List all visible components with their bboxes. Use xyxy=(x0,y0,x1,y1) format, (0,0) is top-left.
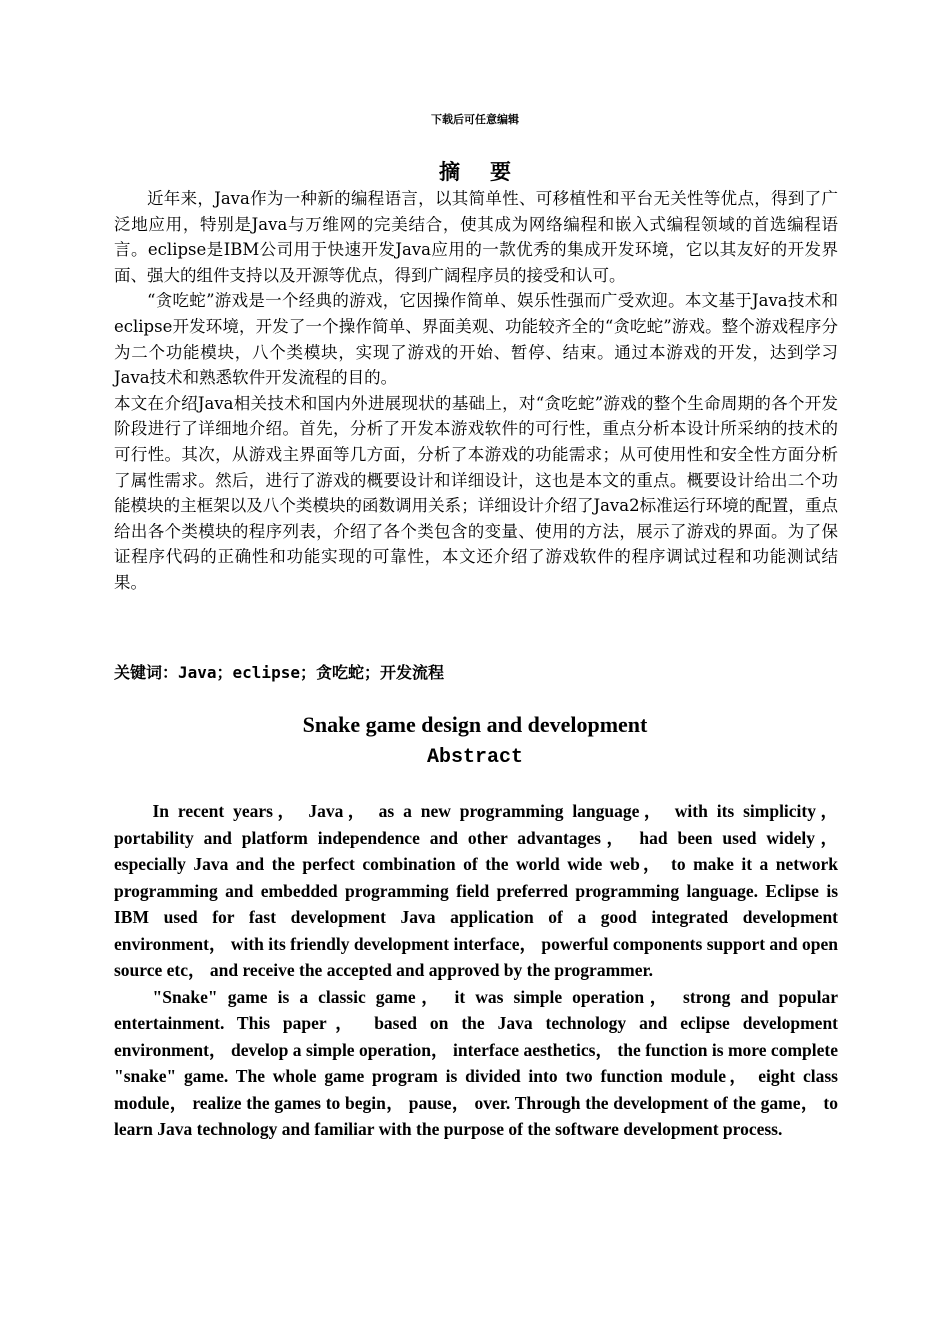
english-abstract-body xyxy=(114,798,838,1143)
english-title: Snake game design and development xyxy=(302,712,648,737)
chinese-abstract-body xyxy=(114,186,838,596)
english-paragraph-2: "Snake" game is a classic game， it was simple operation， strong and popular entertainment. This paper， based on the Java technology and eclipse development environment， develop a simple operation， interface aesthetics， the function is more complete "snake" game. The whole game program is divided into two function module， eight class module， realize the games to begin， pause， over. Through the development of the game， to learn Java technology and familiar with the purpose of the software development process. xyxy=(114,986,838,1139)
english-abstract-heading: Abstract xyxy=(426,746,523,769)
keywords-line: 关键词：Java；eclipse；贪吃蛇；开发流程 xyxy=(114,663,444,682)
chinese-paragraph-3: 本文在介绍Java相关技术和国内外进展现状的基础上，对“贪吃蛇”游戏的整个生命周期的各个开发阶段进行了详细地介绍。首先，分析了开发本游戏软件的可行性，重点分析本设计所采纳的技术的可行性。其次，从游戏主界面等几方面，分析了本游戏的功能需求；从可使用性和安全性方面分析了属性需求。然后，进行了游戏的概要设计和详细设计，这也是本文的重点。概要设计给出二个功能模块的主框架以及八个类模块的函数调用关系；详细设计介绍了Java2标准运行环境的配置，重点给出各个类模块的程序列表，介绍了各个类包含的变量、使用的方法，展示了游戏的界面。为了保证程序代码的正确性和功能实现的可靠性，本文还介绍了游戏软件的程序调试过程和功能测试结果。 xyxy=(114,393,838,592)
chinese-paragraph-1: 近年来，Java作为一种新的编程语言，以其简单性、可移植性和平台无关性等优点，得到了广泛地应用，特别是Java与万维网的完美结合，使其成为网络编程和嵌入式编程领域的首选编程语言。eclipse是IBM公司用于快速开发Java应用的一款优秀的集成开发环境，它以其友好的开发界面、强大的组件支持以及开源等优点，得到广阔程序员的接受和认可。 xyxy=(114,189,838,285)
english-paragraph-1: In recent years， Java， as a new programming language， with its simplicity， portability and platform independence and other advantages， had been used widely， especially Java and the perfect combination of the world wide web， to make it a network programming and embedded programming field preferred programming language. Eclipse is IBM used for fast development Java application of a good integrated development environment， with its friendly development interface， powerful components support and open source etc， and receive the accepted and approved by the programmer. xyxy=(114,801,838,980)
chinese-paragraph-2: “贪吃蛇”游戏是一个经典的游戏，它因操作简单、娱乐性强而广受欢迎。本文基于Java技术和eclipse开发环境，开发了一个操作简单、界面美观、功能较齐全的“贪吃蛇”游戏。整个游戏程序分为二个功能模块，八个类模块，实现了游戏的开始、暂停、结束。通过本游戏的开发，达到学习Java技术和熟悉软件开发流程的目的。 xyxy=(114,291,838,388)
chinese-abstract-title: 摘要 xyxy=(439,160,541,184)
header-note: 下载后可任意编辑 xyxy=(431,113,519,126)
